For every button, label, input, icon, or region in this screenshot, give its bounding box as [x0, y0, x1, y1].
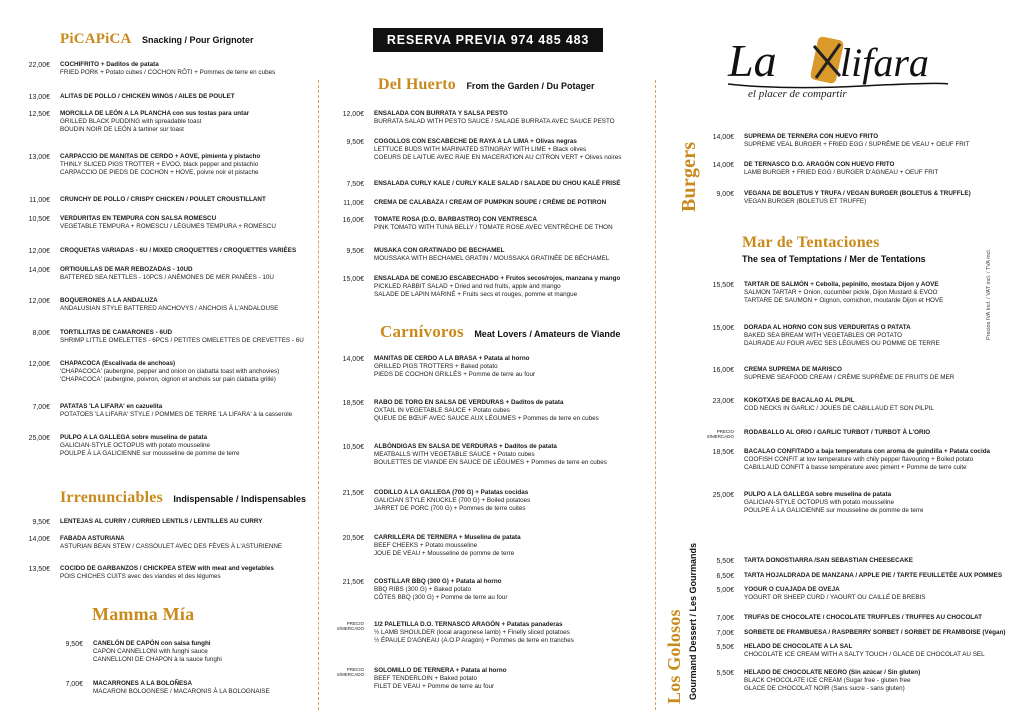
menu-item [704, 366, 1024, 382]
divider-right [655, 80, 656, 710]
item-price: 18,50€ [712, 449, 734, 456]
item-price: 16,00€ [342, 217, 364, 224]
menu-item [334, 199, 664, 208]
item-name: SUPREMA DE TERNERA CON HUEVO FRITO [744, 133, 879, 140]
item-text [374, 578, 664, 603]
item-text [60, 518, 335, 527]
item-name: ENSALADA CON BURRATA Y SALSA PESTO [374, 110, 508, 117]
item-translation: PIEDS DE COCHON GRILLÉS + Pomme de terre au four [374, 371, 536, 379]
item-price: 5,50€ [716, 644, 734, 651]
item-text [744, 397, 1024, 413]
item-name: 1/2 PALETILLA D.O. TERNASCO ARAGÓN + Patatas panaderas [374, 621, 563, 628]
item-text [60, 535, 335, 551]
section-subtitle: Meat Lovers / Amateurs de Viande [474, 329, 621, 339]
item-name: CREMA SUPREMA DE MARISCO [744, 366, 842, 373]
item-name: CHAPACOCA (Escalivada de anchoas) [60, 360, 176, 367]
menu-item [53, 680, 338, 696]
logo [722, 26, 950, 106]
item-name: COCHIFRITO + Daditos de patata [60, 61, 159, 68]
menu-item [334, 355, 664, 380]
menu-item [20, 61, 335, 77]
menu-item [704, 629, 1024, 638]
menu-item [704, 133, 1024, 149]
item-price: 15,00€ [342, 276, 364, 283]
menu-item [334, 247, 664, 263]
item-price: 5,50€ [716, 558, 734, 565]
item-translation: FILET DE VEAU + Pomme de terre au four [374, 683, 495, 691]
item-price: 11,00€ [29, 197, 50, 204]
menu-item [704, 397, 1024, 413]
item-price: 13,50€ [28, 566, 50, 573]
item-price: 9,50€ [346, 248, 364, 255]
item-name: DORADA AL HORNO CON SUS VERDURITAS O PATATA [744, 324, 911, 331]
item-price: 12,00€ [28, 361, 50, 368]
item-text [744, 190, 1024, 206]
item-text [374, 110, 664, 126]
section-title: Del Huerto [378, 76, 456, 93]
item-text [374, 138, 664, 163]
item-name: TRUFAS DE CHOCOLATE / CHOCOLATE TRUFFLES / TRUFFES AU CHOCOLAT [744, 614, 982, 621]
item-name: CARRILLERA DE TERNERA + Muselina de patata [374, 534, 521, 541]
item-name: TOMATE ROSA (D.O. BARBASTRO) CON VENTRESCA [374, 216, 537, 223]
item-translation: ½ LAMB SHOULDER (local aragonese lamb) + Finelly sliced potatoes [374, 629, 570, 637]
item-translation: SALADE DE LAPIN MARINÉ + Fruits secs et rouges, pomme et mangue [374, 291, 578, 299]
item-price: 21,50€ [342, 490, 364, 497]
section-golosos-title: Los Golosos [664, 609, 684, 704]
section-title: Irrenunciables [60, 489, 163, 506]
item-text [744, 366, 1024, 382]
item-text [60, 93, 335, 102]
item-name: ALBÓNDIGAS EN SALSA DE VERDURAS + Daditos de patata [374, 443, 557, 450]
item-translation: QUEUE DE BŒUF AVEC SAUCE AUX LÉGUMES + Pommes de terre en cubes [374, 415, 599, 423]
item-name: HELADO DE CHOCOLATE NEGRO (Sin azúcar / Sin gluten) [744, 669, 921, 676]
item-text [374, 275, 664, 300]
item-translation: SUPREME SEAFOOD CREAM / CRÈME SUPRÊME DE FRUITS DE MER [744, 374, 955, 382]
item-price: 16,00€ [712, 367, 734, 374]
item-price: 8,00€ [32, 330, 50, 337]
item-text [60, 110, 335, 135]
menu-item [20, 153, 335, 178]
item-price: 20,50€ [342, 535, 364, 542]
menu-item [334, 399, 664, 424]
vat-note: Precios IVA Incl. / VAT incl. / TVA incl. [986, 248, 992, 340]
item-price: 9,50€ [346, 139, 364, 146]
item-text [744, 429, 1024, 439]
section-subtitle: The sea of Temptations / Mer de Tentations [742, 254, 926, 264]
item-translation: THINLY SLICED PIGS TROTTER + EVOO, black pepper and pistachio [60, 161, 259, 169]
item-translation: MEATBALLS WITH VEGETABLE SAUCE + Potato cubes [374, 451, 535, 459]
item-price: 14,00€ [28, 267, 50, 274]
item-name: SORBETE DE FRAMBUESA / RASPBERRY SORBET / SORBET DE FRAMBOISE (Végan) [744, 629, 1006, 636]
item-price: 14,00€ [712, 134, 734, 141]
item-text [374, 355, 664, 380]
menu-item [20, 93, 335, 102]
item-text [744, 133, 1024, 149]
item-translation: LETTUCE BUDS WITH MARINATED STINGRAY WITH LIME + Black olives [374, 146, 587, 154]
item-translation: COOFISH CONFIT at low temperature with chily pepper flavouring + Boiled potato [744, 456, 974, 464]
section-carnivoros [380, 322, 620, 342]
item-name: TARTA HOJALDRADA DE MANZANA / APPLE PIE / TARTE FEUILLETÉE AUX POMMES [744, 572, 1003, 579]
item-translation: YOGURT OR SHEEP CURD / YAOURT OU CAILLÉ DE BREBIS [744, 594, 926, 602]
item-name: VEGANA DE BOLETUS Y TRUFA / VEGAN BURGER (BOLETUS & TRUFFLE) [744, 190, 971, 197]
item-translation: GALICIAN-STYLE OCTOPUS with potato mousseline [60, 442, 211, 450]
item-name: YOGUR O CUAJADA DE OVEJA [744, 586, 840, 593]
item-price: PRECIO S/MERCADO [336, 667, 364, 677]
item-price: 23,00€ [712, 398, 734, 405]
item-translation: ASTURIAN BEAN STEW / CASSOULET AVEC DES FÈVES À L'ASTURIENNE [60, 543, 283, 551]
item-translation: SALMON TARTAR + Onion, cucumber pickle, Dijon Mustard & EVOO [744, 289, 938, 297]
item-text [60, 215, 335, 231]
menu-item [20, 247, 335, 256]
item-name: CODILLO A LA GALLEGA (700 G) + Patatas cocidas [374, 489, 529, 496]
item-translation: PINK TOMATO WITH TUNA BELLY / TOMATE ROSE AVEC VENTRÈCHE DE THON [374, 224, 613, 232]
item-price: 7,00€ [65, 681, 83, 688]
menu-item [334, 578, 664, 603]
item-translation: BBQ RIBS (300 G) + Baked potato [374, 586, 472, 594]
item-translation: BURRATA SALAD WITH PESTO SAUCE / SALADE BURRATA AVEC SAUCE PESTO [374, 118, 615, 126]
item-translation: CAPON CANNELLONI with funghi sauce [93, 648, 208, 656]
item-text [374, 534, 664, 559]
item-name: PULPO A LA GALLEGA sobre muselina de patata [60, 434, 208, 441]
item-price: 13,00€ [28, 94, 50, 101]
menu-item [20, 360, 335, 385]
item-text [744, 491, 1024, 516]
item-price: 13,00€ [28, 154, 50, 161]
item-translation: BAKED SEA BREAM WITH VEGETABLES OR POTATO [744, 332, 903, 340]
menu-item [20, 215, 335, 231]
menu-item [704, 448, 1024, 473]
item-translation: GRILLED PIGS TROTTERS + Baked potato [374, 363, 498, 371]
item-translation: TARTARE DE SAUMON + Oignon, cornichon, moutarde Dijon et HOVE [744, 297, 944, 305]
item-translation: CANNELLONI DE CHAPON à la sauce funghi [93, 656, 222, 664]
item-price: 15,00€ [712, 325, 734, 332]
item-name: TORTILLITAS DE CAMARONES - 6UD [60, 329, 173, 336]
item-name: CREMA DE CALABAZA / CREAM OF PUMPKIN SOUPE / CRÈME DE POTIRON [374, 199, 607, 206]
item-text [374, 667, 664, 692]
item-translation: CHOCOLATE ICE CREAM WITH A SALTY TOUCH / GLACE DE CHOCOLAT AU SEL [744, 651, 985, 659]
menu-item [704, 429, 1024, 439]
item-name: ENSALADA DE CONEJO ESCABECHADO + Frutos secos/rojos, manzana y mango [374, 275, 621, 282]
item-name: ORTIGUILLAS DE MAR REBOZADAS - 10UD [60, 266, 193, 273]
item-price: 12,00€ [28, 298, 50, 305]
item-translation: GALICIAN-STYLE OCTOPUS with potato mousseline [744, 499, 895, 507]
menu-item [704, 491, 1024, 516]
item-translation: 'CHAPACOCA' (aubergine, pepper and onion on ciabatta toast with anchovies) [60, 368, 280, 376]
menu-item [20, 110, 335, 135]
section-picapica [60, 30, 254, 48]
menu-item [704, 669, 1024, 694]
item-translation: PICKLED RABBIT SALAD + Dried and red fruits, apple and mango [374, 283, 561, 291]
svg-text:lifara: lifara [840, 40, 929, 85]
menu-item [704, 586, 1024, 602]
item-text [744, 586, 1024, 602]
item-text [744, 669, 1024, 694]
item-text [374, 247, 664, 263]
item-price: 7,00€ [716, 630, 734, 637]
reservation-banner: RESERVA PREVIA 974 485 483 [373, 28, 603, 52]
item-translation: BATTERED SEA NETTLES - 10PCS / ANÉMONES DE MER PANÉES - 10U [60, 274, 274, 282]
item-translation: POTATOES 'LA LIFARA' STYLE / POMMES DE TERRE 'LA LIFARA' à la casserole [60, 411, 293, 419]
item-price: 10,50€ [342, 444, 364, 451]
menu-item [20, 565, 335, 581]
item-translation: COD NECKS IN GARLIC / JOUES DE CABILLAUD ET SON PILPIL [744, 405, 934, 413]
item-translation: SUPREME VEAL BURGER + FRIED EGG / SUPRÊME DE VEAU + OEUF FRIT [744, 141, 970, 149]
item-name: CANELÓN DE CAPÓN con salsa funghi [93, 640, 211, 647]
item-name: BACALAO CONFITADO a baja temperatura con aroma de guindilla + Patata cocida [744, 448, 991, 455]
item-name: BOQUERONES A LA ANDALUZA [60, 297, 158, 304]
menu-item [20, 329, 335, 345]
section-del-huerto [378, 76, 594, 94]
item-translation: ½ ÉPAULE D'AGNEAU (A.O.P Aragón) + Pommes de terre en tranches [374, 637, 574, 645]
item-name: TARTA DONOSTIARRA /SAN SEBASTIAN CHEESECAKE [744, 557, 913, 564]
item-text [374, 216, 664, 232]
item-name: RABO DE TORO EN SALSA DE VERDURAS + Daditos de patata [374, 399, 564, 406]
item-name: MUSAKA CON GRATINADO DE BECHAMEL [374, 247, 505, 254]
item-translation: POULPE À LA GALICIENNE sur mousseline de pomme de terre [60, 450, 240, 458]
section-burgers-title: Burgers [678, 141, 700, 212]
item-translation: BOULETTES DE VIANDE EN SAUCE DE LÉGUMES + Pommes de terre en cubes [374, 459, 607, 467]
item-price: 7,00€ [716, 615, 734, 622]
item-price: 14,00€ [28, 536, 50, 543]
item-translation: BLACK CHOCOLATE ICE CREAM (Sugar free - gluten free [744, 677, 911, 685]
section-subtitle: From the Garden / Du Potager [466, 81, 595, 91]
menu-item [20, 518, 335, 527]
item-text [744, 614, 1024, 623]
item-name: COGOLLOS CON ESCABECHE DE RAYA A LA LIMA + Olivas negras [374, 138, 577, 145]
menu-item [20, 196, 335, 205]
item-translation: SHRIMP LITTLE OMELETTES - 6PCS / PETITES OMELETTES DE CREVETTES - 6U [60, 337, 304, 345]
item-price: 5,00€ [716, 587, 734, 594]
menu-item [20, 403, 335, 419]
item-text [374, 180, 664, 189]
item-text [60, 61, 335, 77]
item-translation: OXTAIL IN VEGETABLE SAUCE + Potato cubes [374, 407, 510, 415]
item-price: 14,00€ [712, 162, 734, 169]
menu-item [334, 667, 664, 692]
item-translation: BOUDIN NOIR DE LEÓN à tartiner sur toast [60, 126, 184, 134]
item-text [374, 443, 664, 468]
item-text [60, 196, 335, 205]
item-name: CROQUETAS VARIADAS - 6U / MIXED CROQUETTES / CROQUETTES VARIÉES [60, 247, 297, 254]
section-subtitle: Snacking / Pour Grignoter [142, 35, 254, 45]
item-translation: COEURS DE LAITUE AVEC RAIE EN MACERATION AU CITRON VERT + Olives noires [374, 154, 622, 162]
item-text [60, 403, 335, 419]
menu-item [704, 572, 1024, 581]
item-text [374, 489, 664, 514]
menu-item [334, 110, 664, 126]
item-price: 22,00€ [28, 62, 50, 69]
item-price: 15,50€ [712, 282, 734, 289]
menu-item [334, 275, 664, 300]
item-name: ALITAS DE POLLO / CHICKEN WINGS / AILES DE POULET [60, 93, 235, 100]
item-translation: 'CHAPACOCA' (aubergine, poivron, oignon et anchois sur pain ciabatta grillé) [60, 376, 276, 384]
item-translation: ANDALUSIAN STYLE BATTERED ANCHOVYS / ANCHOIS À L'ANDALOUSE [60, 305, 279, 313]
item-translation: CÔTES BBQ (300 G) + Pomme de terre au four [374, 594, 508, 602]
item-price: 10,50€ [28, 216, 50, 223]
item-price: 25,00€ [28, 435, 50, 442]
item-name: MANITAS DE CERDO A LA BRASA + Patata al horno [374, 355, 530, 362]
menu-item [704, 557, 1024, 566]
menu-item [334, 216, 664, 232]
menu-item [334, 534, 664, 559]
item-name: VERDURITAS EN TEMPURA CON SALSA ROMESCU [60, 215, 217, 222]
item-text [744, 281, 1024, 306]
section-mamma-mia [92, 604, 194, 625]
item-price: 9,50€ [65, 641, 83, 648]
item-text [744, 324, 1024, 349]
section-title: Mar de Tentaciones [742, 234, 880, 251]
item-text [744, 572, 1024, 581]
menu-item [20, 297, 335, 313]
item-name: LENTEJAS AL CURRY / CURRIED LENTILS / LENTILLES AU CURRY [60, 518, 263, 525]
item-name: FABADA ASTURIANA [60, 535, 125, 542]
item-translation: JOUE DE VEAU + Mousseline de pomme de terre [374, 550, 515, 558]
item-name: HELADO DE CHOCOLATE A LA SAL [744, 643, 853, 650]
item-price: 18,50€ [342, 400, 364, 407]
logo-tagline: el placer de compartir [748, 88, 847, 100]
item-name: TARTAR DE SALMÓN + Cebolla, pepinillo, mostaza Dijon y AOVE [744, 281, 939, 288]
item-text [93, 640, 338, 665]
item-translation: CARPACCIO DE PIEDS DE COCHON + HOVE, poivre noir et pistache [60, 169, 259, 177]
item-name: ENSALADA CURLY KALE / CURLY KALE SALAD / SALADE DU CHOU KALÉ FRISÉ [374, 180, 621, 187]
item-price: 25,00€ [712, 492, 734, 499]
item-translation: GRILLED BLACK PUDDING with spreadable toast [60, 118, 202, 126]
item-price: 7,50€ [346, 181, 364, 188]
item-price: 21,50€ [342, 579, 364, 586]
item-translation: FRIED PORK + Potato cubes / COCHON RÔTI + Pommes de terre en cubes [60, 69, 276, 77]
item-translation: CABILLAUD CONFIT à basse température avec piment + Pomme de terre cuite [744, 464, 967, 472]
menu-item [334, 621, 664, 646]
menu-item [334, 443, 664, 468]
item-price: PRECIO S/MERCADO [336, 621, 364, 631]
item-text [60, 360, 335, 385]
menu-item [20, 266, 335, 282]
menu-item [704, 161, 1024, 177]
item-translation: MOUSSAKA WITH BECHAMEL GRATIN / MOUSSAKA GRATINÉE DE BÉCHAMEL [374, 255, 610, 263]
menu-item [334, 138, 664, 163]
item-price: 9,00€ [716, 191, 734, 198]
item-text [60, 153, 335, 178]
item-price: 11,00€ [343, 200, 364, 207]
menu-item [704, 614, 1024, 623]
item-price: 12,50€ [28, 111, 50, 118]
item-translation: JARRET DE PORC (700 G) + Pommes de terre cuites [374, 505, 526, 513]
item-text [60, 297, 335, 313]
section-title: Mamma Mía [92, 604, 195, 624]
item-translation: BEEF CHEEKS + Potato mousseline [374, 542, 478, 550]
item-price: 14,00€ [342, 356, 364, 363]
menu-item [704, 324, 1024, 349]
item-translation: POULPE À LA GALICIENNE sur mousseline de pomme de terre [744, 507, 924, 515]
item-price: 12,00€ [28, 248, 50, 255]
item-name: RODABALLO AL ORIO / GARLIC TURBOT / TURBOT À L'ORIO [744, 429, 931, 436]
item-name: CARPACCIO DE MANITAS DE CERDO + AOVE, pimienta y pistacho [60, 153, 261, 160]
item-price: 9,50€ [32, 519, 50, 526]
menu-item [53, 640, 338, 665]
item-name: MACARRONES A LA BOLOÑESA [93, 680, 193, 687]
section-golosos-subtitle: Gourmand Dessert / Les Gourmands [688, 542, 698, 700]
item-name: COCIDO DE GARBANZOS / CHICKPEA STEW with meat and vegetables [60, 565, 274, 572]
item-translation: GLACE DE CHOCOLAT NOIR (Sans sucre - sans gluten) [744, 685, 905, 693]
item-text [744, 557, 1024, 566]
item-text [60, 565, 335, 581]
item-translation: POIS CHICHES CUITS avec des viandes et des légumes [60, 573, 221, 581]
menu-item [704, 643, 1024, 659]
item-translation: VEGAN BURGER (BOLETUS ET TRUFFE) [744, 198, 867, 206]
item-text [60, 434, 335, 459]
menu-item [704, 190, 1024, 206]
item-name: PATATAS 'LA LIFARA' en cazuelita [60, 403, 163, 410]
section-subtitle: Indispensable / Indispensables [173, 494, 306, 504]
item-name: DE TERNASCO D.O. ARAGÓN CON HUEVO FRITO [744, 161, 895, 168]
item-text [374, 199, 664, 208]
item-name: KOKOTXAS DE BACALAO AL PILPIL [744, 397, 855, 404]
item-text [60, 247, 335, 256]
menu-item [20, 535, 335, 551]
item-price: 12,00€ [342, 111, 364, 118]
item-name: SOLOMILLO DE TERNERA + Patata al horno [374, 667, 507, 674]
item-text [60, 329, 335, 345]
menu-item [334, 489, 664, 514]
item-text [60, 266, 335, 282]
item-name: CRUNCHY DE POLLO / CRISPY CHICKEN / POULET CROUSTILLANT [60, 196, 266, 203]
item-price: 6,50€ [716, 573, 734, 580]
item-price: PRECIO S/MERCADO [706, 429, 734, 439]
item-name: MORCILLA DE LEÓN A LA PLANCHA con sus tostas para untar [60, 110, 250, 117]
section-mar [742, 234, 926, 264]
item-text [744, 448, 1024, 473]
svg-text:La: La [728, 35, 777, 86]
item-translation: VEGETABLE TEMPURA + ROMESCU / LÉGUMES TEMPURA + ROMESCU [60, 223, 276, 231]
menu-item [334, 180, 664, 189]
item-text [744, 629, 1024, 638]
section-title: PiCAPiCA [60, 31, 132, 47]
section-title: Carnívoros [380, 322, 464, 341]
item-text [374, 621, 664, 646]
item-text [744, 161, 1024, 177]
item-name: PULPO A LA GALLEGA sobre muselina de patata [744, 491, 892, 498]
menu-item [704, 281, 1024, 306]
menu-item [20, 434, 335, 459]
item-text [93, 680, 338, 696]
item-translation: BEEF TENDERLOIN + Baked potato [374, 675, 477, 683]
item-text [744, 643, 1024, 659]
item-price: 5,50€ [716, 670, 734, 677]
item-text [374, 399, 664, 424]
item-translation: DAURADE AU FOUR AVEC SES LÉGUMES OU POMME DE TERRE [744, 340, 940, 348]
section-irrenunciables [60, 489, 306, 507]
item-name: COSTILLAR BBQ (300 G) + Patata al horno [374, 578, 502, 585]
item-translation: GALICIAN STYLE KNUCKLE (700 G) + Boiled potatoes [374, 497, 531, 505]
item-translation: MACARONI BOLOGNESE / MACARONIS À LA BOLOGNAISE [93, 688, 270, 696]
item-price: 7,00€ [32, 404, 50, 411]
item-translation: LAMB BURGER + FRIED EGG / BURGER D'AGNEAU + OEUF FRIT [744, 169, 939, 177]
